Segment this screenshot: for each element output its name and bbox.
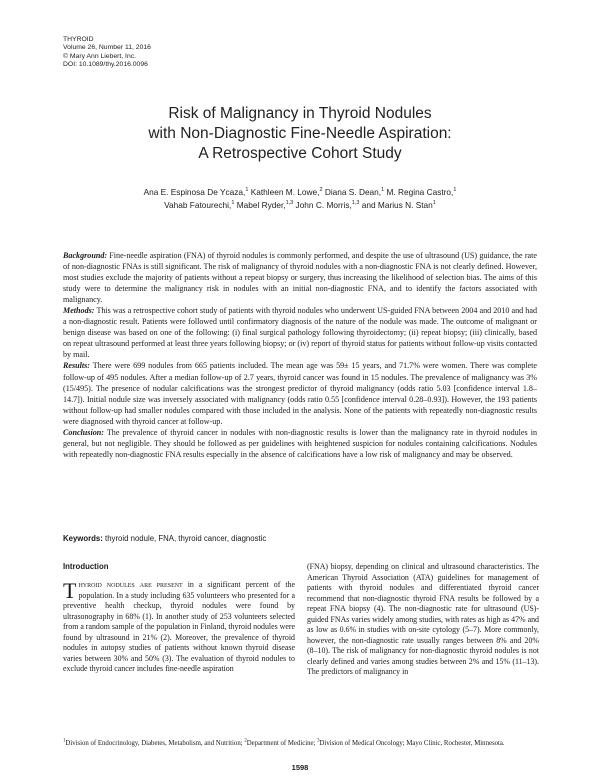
footnote-aff1: Division of Endocrinology, Diabetes, Metabolism, and Nutrition; <box>65 740 243 747</box>
abstract-background <box>63 250 537 305</box>
abstract-results <box>63 360 537 426</box>
author-name: Diana S. Dean, <box>324 187 382 197</box>
journal-name: THYROID <box>63 36 94 43</box>
footnote-aff3: Division of Medical Oncology; Mayo Clinic, Rochester, Minnesota. <box>319 740 505 747</box>
author-affiliation: 1 <box>432 199 436 206</box>
author-affiliation: 1 <box>453 187 457 194</box>
author-name: Mabel Ryder, <box>236 199 286 210</box>
author-affiliation: 1,3 <box>285 199 294 206</box>
author-name: Kathleen M. Lowe, <box>250 187 320 197</box>
abstract-background-text: Fine-needle aspiration (FNA) of thyroid nodules is commonly performed, and despite the use of ultrasound (US) guidance, the rate of non-diagnostic FNAs is still significant. The risk of malignancy of thyroid nodules with a non-diagnostic FNA is not clearly defined. However, most studies exclude the majority of patients without a repeat biopsy or surgery, thus increasing the likelihood of selection bias. The aims of this study were to determine the malignancy risk in nodules with an initial non-diagnostic FNA, and to identify the factors associated with malignancy. <box>63 251 537 305</box>
footnote-aff2: Department of Medicine; <box>246 740 316 747</box>
author-line-2 <box>63 199 537 212</box>
keywords-text: thyroid nodule, FNA, thyroid cancer, diagnostic <box>105 534 267 543</box>
journal-meta <box>63 36 151 69</box>
abstract-results-text: There were 699 nodules from 665 patients included. The mean age was 59± 15 years, and 71.7% were women. There was complete follow-up of 495 nodules. After a median follow-up of 2.7 years, thyroid cancer was found in 15 nodules. The prevalence of malignancy was 3% (15/495). The presence of nodular calcifications was the strongest predictor of thyroid malignancy (odds ratio 5.03 [confidence interval 1.8–14.7]). Initial nodule size was inversely associated with malignancy (odds ratio 0.55 [confidence interval 0.28–0.93]). However, the 193 patients without follow-up had smaller nodules compared with those included in the analysis. None of the patients with repeatedly non-diagnostic results were diagnosed with thyroid cancer at follow-up. <box>63 361 537 426</box>
title-line-2: with Non-Diagnostic Fine-Needle Aspiration: <box>148 125 452 142</box>
abstract-conclusion <box>63 427 537 460</box>
abstract-methods-label: Methods: <box>63 306 95 316</box>
page-number: 1598 <box>291 763 309 772</box>
author-line-1 <box>63 186 537 199</box>
footnote-aff1-num: 1 <box>63 738 66 744</box>
footnote-aff2-num: 2 <box>244 738 247 744</box>
abstract-conclusion-text: The prevalence of thyroid cancer in nodules with non-diagnostic results is lower than the malignancy rate in thyroid nodules in general, but not negligible. They should be followed as per guidelines with heightened suspicion for nodules containing calcifications. Nodules with repeatedly non-diagnostic FNA results especially in the absence of calcifications have a low risk of malignancy and may be observed. <box>63 427 537 459</box>
abstract-methods <box>63 305 537 360</box>
author-list <box>63 186 537 211</box>
keywords <box>63 534 537 544</box>
intro-heading: Introduction <box>63 562 109 571</box>
title-line-1: Risk of Malignancy in Thyroid Nodules <box>168 105 432 122</box>
footnote-aff3-num: 3 <box>317 738 320 744</box>
author-affiliation: 1,3 <box>351 199 360 206</box>
intro-left-text: in a significant percent of the population. In a study including 635 volunteers who presented for a preventive health checkup, thyroid nodules were found by ultrasonography in 68% (1). In another study of 253 volunteers selected from a random sample of the population in Finland, thyroid nodules were found by ultrasound in 21% (2). Moreover, the prevalence of thyroid nodules in autopsy studies of patients without known thyroid disease varies between 30% and 50% (3). The evaluation of thyroid nodules to exclude thyroid cancer includes fine-needle aspiration <box>63 580 295 674</box>
abstract-conclusion-label: Conclusion: <box>63 427 104 437</box>
keywords-label: Keywords: <box>63 534 103 543</box>
author-affiliation: 1 <box>381 187 385 194</box>
journal-copyright: © Mary Ann Liebert, Inc. <box>63 52 137 60</box>
author-name: M. Regina Castro, <box>386 187 454 197</box>
intro-right-column <box>307 562 539 678</box>
intro-lead: hyroid nodules are present <box>78 580 183 589</box>
author-affiliation: 1 <box>245 187 249 194</box>
journal-doi: DOI: 10.1089/thy.2016.0096 <box>63 60 148 68</box>
author-name: Vahab Fatourechi, <box>164 199 232 210</box>
affiliation-footnote <box>63 740 537 749</box>
author-name: and Marius N. Stan <box>361 199 433 210</box>
abstract-background-label: Background: <box>63 251 108 260</box>
title-line-3: A Retrospective Cohort Study <box>198 145 402 162</box>
intro-right-text: (FNA) biopsy, depending on clinical and ultrasound characteristics. The American Thyroid Association (ATA) guidelines for management of patients with thyroid nodules and differentiated thyroid cancer recommend that non-diagnostic thyroid FNA results be followed by a repeat FNA biopsy (4). The non-diagnostic rate for ultrasound (US)-guided FNAs varies widely among studies, with rates as high as 47% and as low as 0.6% in studies with on-site cytology (5–7). More commonly, however, the non-diagnostic rate usually ranges between 8% and 20% (8–10). The risk of malignancy for non-diagnostic thyroid nodules is not clearly defined and varies among studies between 2% and 15% (11–13). The predictors of malignancy in <box>307 562 539 677</box>
drop-cap: T <box>63 578 77 603</box>
journal-volume: Volume 26, Number 11, 2016 <box>63 44 151 52</box>
abstract-methods-text: This was a retrospective cohort study of patients with thyroid nodules who underwent US-guided FNA between 2004 and 2010 and had a non-diagnostic result. Patients were followed until confirmatory diagnosis of the nature of the nodule was made. The outcome of malignant or benign disease was based on one of the following: (i) final surgical pathology following thyroidectomy; (ii) repeat biopsy; (iii) clinically, based on repeat ultrasound performed at least three years following biopsy; or (iv) report of thyroid status for patients without follow-up visits contacted by mail. <box>63 306 537 360</box>
abstract-results-label: Results: <box>63 361 90 371</box>
author-affiliation: 1 <box>231 199 235 206</box>
article-title <box>63 104 537 164</box>
author-name: Ana E. Espinosa De Ycaza, <box>143 187 246 197</box>
intro-paragraph-left <box>63 580 295 675</box>
abstract <box>63 250 537 460</box>
author-name: John C. Morris, <box>295 199 352 210</box>
author-affiliation: 2 <box>319 187 323 194</box>
intro-left-column <box>63 562 295 675</box>
